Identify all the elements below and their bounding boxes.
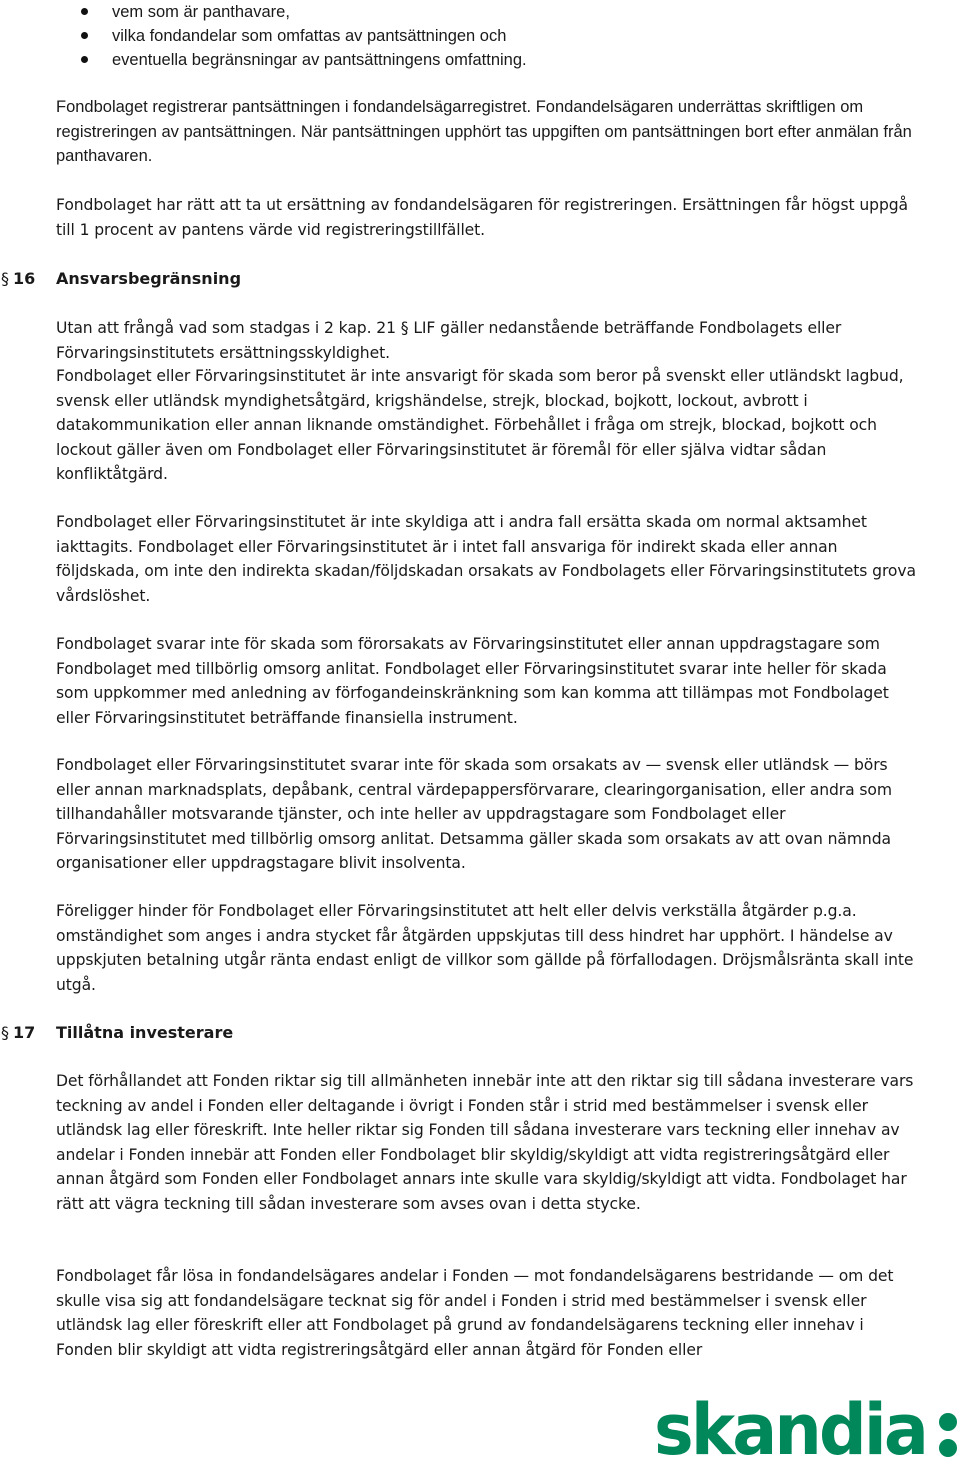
bullet-icon [81, 32, 88, 39]
paragraph-market-damage: Fondbolaget eller Förvaringsinstitutet svarar inte för skada som orsakats av — svensk eller utländsk — börs eller annan marknadsplats, depåbank, central värdepappersförvarare, clearingorganisation, eller andra som tillhandahåller motsvarande tjänster, och inte heller av uppdragstagare som Fondbolaget eller Förvaringsinstitutet med tillbörlig omsorg anlitat. Detsamma gäller skada som orsakats av att ovan nämnda organisationer eller uppdragstagare blivit insolventa. [56, 756, 892, 872]
list-item-text: eventuella begränsningar av pantsättningens omfattning. [112, 51, 527, 69]
paragraph-normal-care: Fondbolaget eller Förvaringsinstitutet är inte skyldiga att i andra fall ersätta skada om normal aktsamhet iakttagits. Fondbolaget eller Förvaringsinstitutet är i intet fall ansvariga för indirekt skada eller annan följdskada, om inte den indirekta skadan/följdskadan orsakats av Fondbolagets eller Förvaringsinstitutets grova vårdslöshet. [56, 513, 916, 605]
skandia-logo [654, 1392, 960, 1461]
pledge-bullet-list [0, 0, 527, 72]
bullet-icon [81, 8, 88, 15]
section-title: Ansvarsbegränsning [56, 269, 242, 288]
section-heading-16 [0, 267, 600, 291]
paragraph-permitted-investors: Det förhållandet att Fonden riktar sig till allmänheten innebär inte att den riktar sig till sådana investerare vars teckning av andel i Fonden eller deltagande i övrigt i Fonden står i strid med bestämmelser i svensk eller utländsk lag eller föreskrift. Inte heller riktar sig Fonden till sådana investerare vars teckning eller innehav av andelar i Fonden innebär att Fonden eller Fondbolaget blir skyldig/skyldigt att vidta registreringsåtgärd eller annan åtgärd som Fonden eller Fondbolaget annars inte skulle vara skyldig/skyldigt att vidta. Fondbolaget har rätt att vägra teckning till sådan investerare som avses ovan i detta stycke. [56, 1072, 914, 1213]
paragraph-liability-intro: Utan att frångå vad som stadgas i 2 kap. 21 § LIF gäller nedanstående beträffande Fondbolagets eller Förvaringsinstitutets ersättningsskyldighet. [56, 319, 842, 362]
list-item-text: vem som är panthavare, [112, 3, 290, 21]
list-item [0, 0, 527, 24]
logo-wordmark: skandia [654, 1392, 926, 1461]
bullet-icon [81, 56, 88, 63]
paragraph-obstacle: Föreligger hinder för Fondbolaget eller Förvaringsinstitutet att helt eller delvis verkställa åtgärder p.g.a. omständighet som anges i andra stycket får åtgärden uppskjutas till dess hindret har upphört. I händelse av uppskjuten betalning utgår ränta endast enligt de villkor som gällde på förfallodagen. Dröjsmålsränta skall inte utgå. [56, 902, 914, 994]
paragraph-force-majeure: Fondbolaget eller Förvaringsinstitutet är inte ansvarigt för skada som beror på svenskt eller utländskt lagbud, svensk eller utländsk myndighetsåtgärd, krigshändelse, strejk, blockad, bojkott, lockout, avbrott i datakommunikation eller annan liknande omständighet. Förbehållet i fråga om strejk, blockad, bojkott och lockout gäller även om Fondbolaget eller Förvaringsinstitutet är föremål för eller själva vidtar sådan konfliktåtgärd. [56, 367, 904, 483]
paragraph-custodian-damage: Fondbolaget svarar inte för skada som förorsakats av Förvaringsinstitutet eller annan uppdragstagare som Fondbolaget med tillbörlig omsorg anlitat. Fondbolaget eller Förvaringsinstitutet svarar inte heller för skada som uppkommer med anledning av förfogandeinskränkning som kan komma att tillämpas mot Fondbolaget eller Förvaringsinstitutet beträffande finansiella instrument. [56, 635, 889, 727]
section-heading-17 [0, 1021, 600, 1045]
list-item [0, 48, 527, 72]
paragraph-fee: Fondbolaget har rätt att ta ut ersättning av fondandelsägaren för registreringen. Ersättningen får högst uppgå till 1 procent av pantens värde vid registreringstillfället. [56, 196, 909, 239]
section-number: 16 [13, 269, 36, 288]
logo-dot-icon [939, 1439, 957, 1457]
section-title: Tillåtna investerare [56, 1023, 234, 1042]
section-sign: § [1, 269, 9, 288]
list-item-text: vilka fondandelar som omfattas av pantsättningen och [112, 27, 507, 45]
paragraph-redemption: Fondbolaget får lösa in fondandelsägares andelar i Fonden — mot fondandelsägarens bestridande — om det skulle visa sig att fondandelsägare tecknat sig för andel i Fonden i strid med bestämmelser i svensk eller utländsk lag eller föreskrift eller att Fondbolaget på grund av fondandelsägarens teckning eller innehav i Fonden blir skyldigt att vidta registreringsåtgärd eller annan åtgärd för Fonden eller [56, 1267, 894, 1359]
section-number: 17 [13, 1023, 36, 1042]
section-sign: § [1, 1023, 9, 1042]
list-item [0, 24, 527, 48]
logo-dot-icon [939, 1413, 957, 1431]
paragraph-registration: Fondbolaget registrerar pantsättningen i fondandelsägarregistret. Fondandelsägaren underrättas skriftligen om registreringen av pantsättningen. När pantsättningen upphört tas uppgiften om pantsättningen bort efter anmälan från panthavaren. [56, 98, 912, 165]
